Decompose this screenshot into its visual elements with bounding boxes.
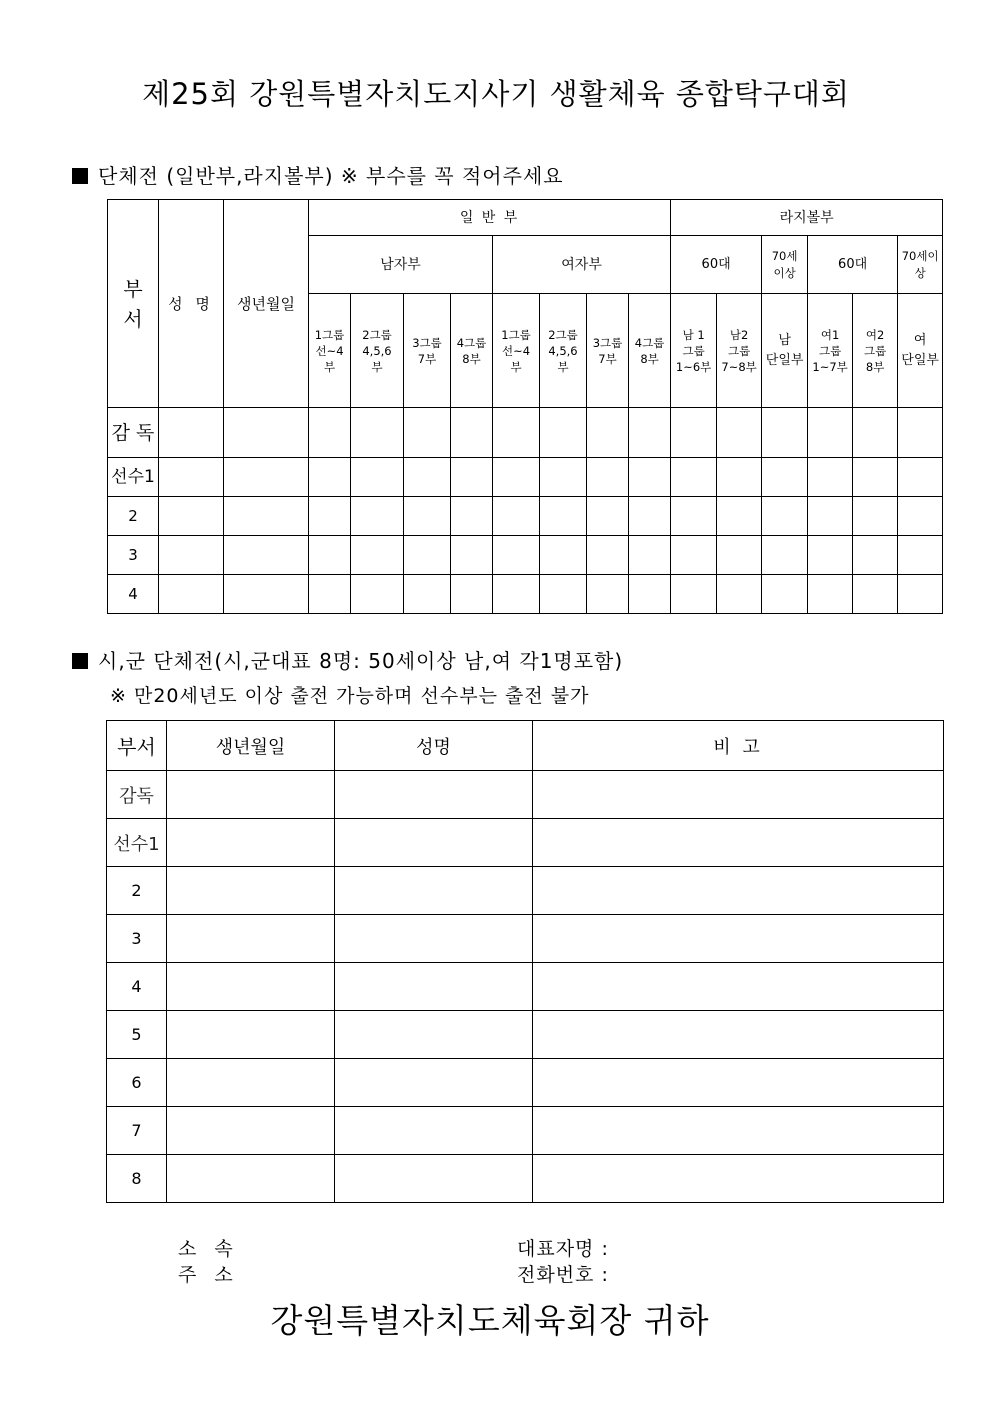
row-label-player2: 2: [107, 867, 167, 915]
entry-cell[interactable]: [717, 497, 762, 536]
row-label-player4: 4: [108, 575, 159, 614]
entry-cell[interactable]: [351, 458, 404, 497]
affiliation-label: 소 속: [178, 1238, 235, 1260]
name-cell[interactable]: [335, 1155, 533, 1203]
table-row: [108, 497, 943, 536]
entry-cell[interactable]: [853, 497, 898, 536]
row-label-player1: 선수1: [107, 819, 167, 867]
section2-heading-text: 시,군 단체전(시,군대표 8명: 50세이상 남,여 각1명포함): [98, 649, 624, 673]
women-group1-header: 1그룹 선~4 부: [493, 294, 540, 408]
phone-label: 전화번호 :: [517, 1264, 609, 1286]
entry-cell[interactable]: [224, 408, 309, 458]
entry-cell[interactable]: [717, 536, 762, 575]
name-cell[interactable]: [335, 1107, 533, 1155]
entry-cell[interactable]: [540, 408, 587, 458]
table-row: [107, 1011, 944, 1059]
entry-cell[interactable]: [717, 458, 762, 497]
women-group2-header: 2그룹 4,5,6 부: [540, 294, 587, 408]
entry-cell[interactable]: [451, 497, 493, 536]
row-label-player8: 8: [107, 1155, 167, 1203]
division-header: 부 서: [108, 200, 159, 408]
birthdate-cell[interactable]: [167, 1059, 335, 1107]
row-label-player6: 6: [107, 1059, 167, 1107]
row-label-player7: 7: [107, 1107, 167, 1155]
entry-cell[interactable]: [309, 408, 351, 458]
largeball-70plus-men-header: 70세 이상: [762, 236, 808, 294]
birthdate-cell[interactable]: [167, 819, 335, 867]
table-row: [108, 408, 943, 458]
entry-cell[interactable]: [671, 536, 717, 575]
entry-cell[interactable]: [762, 458, 808, 497]
entry-cell[interactable]: [629, 575, 671, 614]
entry-cell[interactable]: [808, 536, 853, 575]
entry-cell[interactable]: [898, 497, 943, 536]
birthdate-cell[interactable]: [167, 963, 335, 1011]
entry-cell[interactable]: [159, 575, 224, 614]
entry-cell[interactable]: [159, 497, 224, 536]
entry-cell[interactable]: [587, 497, 629, 536]
section2-heading: [72, 645, 623, 674]
birthdate-header: 생년월일: [167, 721, 335, 771]
remarks-cell[interactable]: [533, 963, 944, 1011]
table-row: [107, 771, 944, 819]
entry-cell[interactable]: [351, 497, 404, 536]
entry-cell[interactable]: [309, 458, 351, 497]
largeball-division-header: 라지볼부: [671, 200, 943, 236]
entry-cell[interactable]: [587, 536, 629, 575]
entry-cell[interactable]: [587, 458, 629, 497]
closing-addressee: 강원특별자치도체육회장 귀하: [270, 1301, 710, 1340]
entry-cell[interactable]: [404, 497, 451, 536]
entry-cell[interactable]: [159, 536, 224, 575]
entry-cell[interactable]: [224, 458, 309, 497]
row-label-coach: 감 독: [108, 408, 159, 458]
entry-cell[interactable]: [629, 497, 671, 536]
page-title: 제25회 강원특별자치도지사기 생활체육 종합탁구대회: [142, 77, 850, 111]
entry-cell[interactable]: [898, 575, 943, 614]
entry-cell[interactable]: [671, 408, 717, 458]
entry-cell[interactable]: [717, 408, 762, 458]
entry-cell[interactable]: [853, 408, 898, 458]
entry-cell[interactable]: [493, 458, 540, 497]
row-label-coach: 감독: [107, 771, 167, 819]
table-row: [108, 536, 943, 575]
section1-heading: [72, 160, 564, 189]
lb-women-group1-header: 여1 그룹 1~7부: [808, 294, 853, 408]
entry-cell[interactable]: [224, 575, 309, 614]
table-row: [107, 1107, 944, 1155]
table-row: [107, 819, 944, 867]
entry-cell[interactable]: [351, 575, 404, 614]
entry-cell[interactable]: [451, 408, 493, 458]
team-entry-table: [107, 199, 943, 614]
entry-cell[interactable]: [224, 536, 309, 575]
row-label-player2: 2: [108, 497, 159, 536]
entry-cell[interactable]: [493, 536, 540, 575]
lb-men-single-header: 남 단일부: [762, 294, 808, 408]
entry-cell[interactable]: [404, 575, 451, 614]
remarks-cell[interactable]: [533, 771, 944, 819]
entry-cell[interactable]: [404, 458, 451, 497]
entry-cell[interactable]: [351, 536, 404, 575]
entry-cell[interactable]: [159, 458, 224, 497]
division-header: 부서: [107, 721, 167, 771]
entry-cell[interactable]: [808, 408, 853, 458]
entry-cell[interactable]: [493, 408, 540, 458]
black-square-icon: [72, 168, 88, 184]
name-cell[interactable]: [335, 867, 533, 915]
entry-cell[interactable]: [671, 458, 717, 497]
women-division-header: 여자부: [493, 236, 671, 294]
entry-cell[interactable]: [853, 575, 898, 614]
table-row: [107, 915, 944, 963]
entry-cell[interactable]: [808, 497, 853, 536]
entry-cell[interactable]: [629, 536, 671, 575]
entry-cell[interactable]: [762, 575, 808, 614]
lb-men-group2-header: 남2 그룹 7~8부: [717, 294, 762, 408]
entry-cell[interactable]: [309, 536, 351, 575]
name-cell[interactable]: [335, 1059, 533, 1107]
entry-cell[interactable]: [762, 408, 808, 458]
remarks-cell[interactable]: [533, 1059, 944, 1107]
entry-cell[interactable]: [540, 536, 587, 575]
women-group4-header: 4그룹 8부: [629, 294, 671, 408]
entry-cell[interactable]: [808, 575, 853, 614]
entry-cell[interactable]: [898, 458, 943, 497]
table-row: [108, 458, 943, 497]
entry-cell[interactable]: [540, 497, 587, 536]
row-label-player1: 선수1: [108, 458, 159, 497]
men-division-header: 남자부: [309, 236, 493, 294]
row-label-player5: 5: [107, 1011, 167, 1059]
table-row: [107, 963, 944, 1011]
row-label-player3: 3: [108, 536, 159, 575]
remarks-cell[interactable]: [533, 1107, 944, 1155]
name-cell[interactable]: [335, 819, 533, 867]
entry-cell[interactable]: [159, 408, 224, 458]
entry-cell[interactable]: [762, 497, 808, 536]
entry-cell[interactable]: [671, 575, 717, 614]
entry-cell[interactable]: [808, 458, 853, 497]
birthdate-cell[interactable]: [167, 1011, 335, 1059]
birthdate-header: 생년월일: [224, 200, 309, 408]
birthdate-cell[interactable]: [167, 915, 335, 963]
entry-cell[interactable]: [629, 408, 671, 458]
remarks-header: 비 고: [533, 721, 944, 771]
largeball-60s-men-header: 60대: [671, 236, 762, 294]
entry-cell[interactable]: [404, 536, 451, 575]
name-header: 성명: [335, 721, 533, 771]
entry-cell[interactable]: [540, 575, 587, 614]
entry-cell[interactable]: [309, 575, 351, 614]
men-group1-header: 1그룹 선~4 부: [309, 294, 351, 408]
table-row: [107, 867, 944, 915]
entry-cell[interactable]: [309, 497, 351, 536]
remarks-cell[interactable]: [533, 915, 944, 963]
men-group2-header: 2그룹 4,5,6 부: [351, 294, 404, 408]
women-group3-header: 3그룹 7부: [587, 294, 629, 408]
name-cell[interactable]: [335, 963, 533, 1011]
city-county-entry-table: [106, 720, 944, 1203]
entry-cell[interactable]: [717, 575, 762, 614]
table-row: [107, 1059, 944, 1107]
birthdate-cell[interactable]: [167, 771, 335, 819]
general-division-header: 일 반 부: [309, 200, 671, 236]
entry-cell[interactable]: [451, 458, 493, 497]
entry-cell[interactable]: [853, 458, 898, 497]
lb-women-group2-header: 여2 그룹 8부: [853, 294, 898, 408]
entry-cell[interactable]: [671, 497, 717, 536]
name-cell[interactable]: [335, 771, 533, 819]
entry-cell[interactable]: [351, 408, 404, 458]
men-group4-header: 4그룹 8부: [451, 294, 493, 408]
entry-cell[interactable]: [898, 408, 943, 458]
lb-men-group1-header: 남 1 그룹 1~6부: [671, 294, 717, 408]
birthdate-cell[interactable]: [167, 1107, 335, 1155]
largeball-70plus-women-header: 70세이 상: [898, 236, 943, 294]
entry-cell[interactable]: [451, 536, 493, 575]
lb-women-single-header: 여 단일부: [898, 294, 943, 408]
table-row: [108, 575, 943, 614]
entry-cell[interactable]: [629, 458, 671, 497]
row-label-player3: 3: [107, 915, 167, 963]
address-label: 주 소: [178, 1264, 235, 1286]
black-square-icon: [72, 653, 88, 669]
entry-cell[interactable]: [451, 575, 493, 614]
birthdate-cell[interactable]: [167, 867, 335, 915]
entry-cell[interactable]: [224, 497, 309, 536]
entry-cell[interactable]: [762, 536, 808, 575]
name-cell[interactable]: [335, 915, 533, 963]
entry-cell[interactable]: [540, 458, 587, 497]
entry-cell[interactable]: [853, 536, 898, 575]
entry-cell[interactable]: [493, 575, 540, 614]
name-cell[interactable]: [335, 1011, 533, 1059]
name-header: 성 명: [159, 200, 224, 408]
entry-cell[interactable]: [404, 408, 451, 458]
men-group3-header: 3그룹 7부: [404, 294, 451, 408]
representative-label: 대표자명 :: [517, 1238, 609, 1260]
entry-cell[interactable]: [898, 536, 943, 575]
remarks-cell[interactable]: [533, 1011, 944, 1059]
section2-note: ※ 만20세년도 이상 출전 가능하며 선수부는 출전 불가: [110, 685, 590, 707]
row-label-player4: 4: [107, 963, 167, 1011]
remarks-cell[interactable]: [533, 819, 944, 867]
entry-cell[interactable]: [587, 408, 629, 458]
largeball-60s-women-header: 60대: [808, 236, 898, 294]
entry-cell[interactable]: [493, 497, 540, 536]
entry-cell[interactable]: [587, 575, 629, 614]
remarks-cell[interactable]: [533, 1155, 944, 1203]
remarks-cell[interactable]: [533, 867, 944, 915]
birthdate-cell[interactable]: [167, 1155, 335, 1203]
section1-heading-text: 단체전 (일반부,라지볼부) ※ 부수를 꼭 적어주세요: [98, 164, 564, 188]
table-row: [107, 1155, 944, 1203]
